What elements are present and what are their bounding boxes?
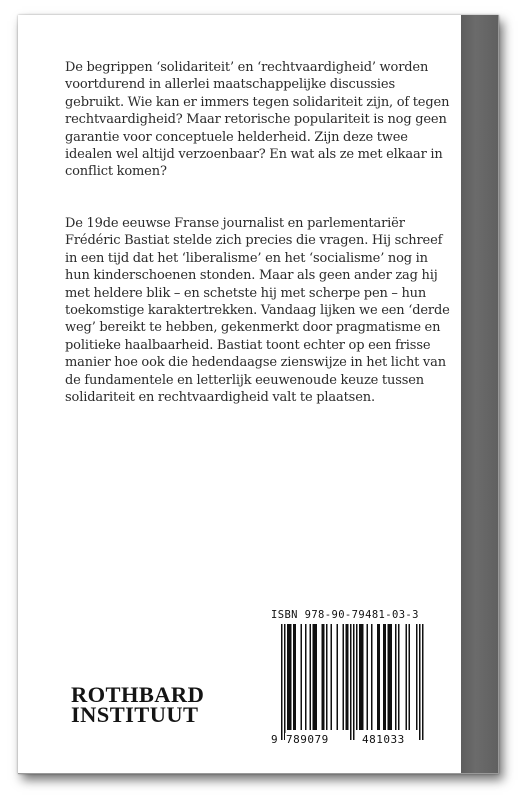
- barcode-bar: [337, 624, 339, 730]
- barcode-bar: [367, 624, 369, 730]
- barcode-bar: [385, 624, 387, 730]
- barcode-bar: [281, 624, 283, 740]
- barcode-bar: [395, 624, 397, 730]
- blurb-paragraph-2: De 19de eeuwse Franse journalist en parlementariër Frédéric Bastiat stelde zich precies die vragen. Hij schreef in een tijd dat het ‘liberalisme’ en het ‘socialisme’ nog in hun kinderschoenen stonden. Maar als geen ander zag hij met heldere blik – en schetste hij met scherpe pen – hun toekomstige karaktertrekken. Vandaag lijken we een ‘derde weg’ bereikt te hebben, gekenmerkt door pragmatisme en politieke haalbaarheid. Bastiat toont echter op een frisse manier hoe ook die hedendaagse zienswijze in het licht van de fundamentele en letterlijk eeuwenoude keuze tussen solidariteit en rechtvaardigheid valt te plaatsen.: [65, 216, 450, 406]
- barcode-bar: [350, 624, 352, 740]
- barcode-bar: [331, 624, 333, 730]
- barcode-bar: [284, 624, 286, 740]
- barcode-bar: [383, 624, 385, 730]
- barcode-bar: [305, 624, 307, 730]
- barcode-bar: [391, 624, 393, 730]
- barcode-bar: [343, 624, 345, 730]
- publisher-logo: [71, 682, 205, 727]
- barcode-bar: [322, 624, 324, 730]
- barcode-digits-left: 789079: [286, 733, 329, 746]
- barcode-bar: [422, 624, 424, 740]
- barcode-bar: [289, 624, 291, 730]
- barcode-bar: [356, 624, 358, 730]
- barcode-bar: [361, 624, 363, 730]
- barcode-bar: [347, 624, 349, 730]
- barcode-bar: [293, 624, 295, 730]
- blurb-paragraph-1: De begrippen ‘solidariteit’ en ‘rechtvaardigheid’ worden voortdurend in allerlei maatschappelijke discussies gebruikt. Wie kan er immers tegen solidariteit zijn, of tegen rechtvaardigheid? Maar retorische populariteit is nog geen garantie voor conceptuele helderheid. Zijn deze twee idealen wel altijd verzoenbaar? En wat als ze met elkaar in conflict komen?: [65, 60, 450, 180]
- barcode: [271, 624, 437, 744]
- book-back-cover: [18, 15, 499, 774]
- barcode-bar: [295, 624, 297, 730]
- barcode-bar: [301, 624, 303, 730]
- publisher-logo-line-2: INSTITUUT: [71, 702, 199, 727]
- barcode-bar: [353, 624, 355, 740]
- barcode-bar: [290, 624, 292, 730]
- barcode-bar: [362, 624, 364, 730]
- barcode-bar: [389, 624, 391, 730]
- barcode-bars: [271, 624, 437, 744]
- barcode-digits-right: 481033: [362, 733, 405, 746]
- barcode-bar: [287, 624, 289, 730]
- isbn-label: ISBN 978-90-79481-03-3: [271, 609, 419, 621]
- barcode-bar: [346, 624, 348, 730]
- barcode-bar: [314, 624, 316, 730]
- publisher-logo-line-1: ROTHBARD: [71, 682, 205, 707]
- barcode-bar: [416, 624, 418, 730]
- barcode-bar: [377, 624, 379, 730]
- barcode-bar: [419, 624, 421, 740]
- barcode-bar: [398, 624, 400, 730]
- barcode-bar: [359, 624, 361, 730]
- barcode-bar: [406, 624, 408, 730]
- barcode-bar: [409, 624, 411, 730]
- barcode-bar: [313, 624, 315, 730]
- barcode-bar: [316, 624, 318, 730]
- barcode-bar: [388, 624, 390, 730]
- barcode-bar: [323, 624, 325, 730]
- barcode-bar: [310, 624, 312, 730]
- book-spine: [461, 15, 498, 773]
- barcode-bar: [379, 624, 381, 730]
- barcode-bar: [371, 624, 373, 730]
- barcode-digit-first: 9: [271, 733, 279, 746]
- barcode-bar: [326, 624, 328, 730]
